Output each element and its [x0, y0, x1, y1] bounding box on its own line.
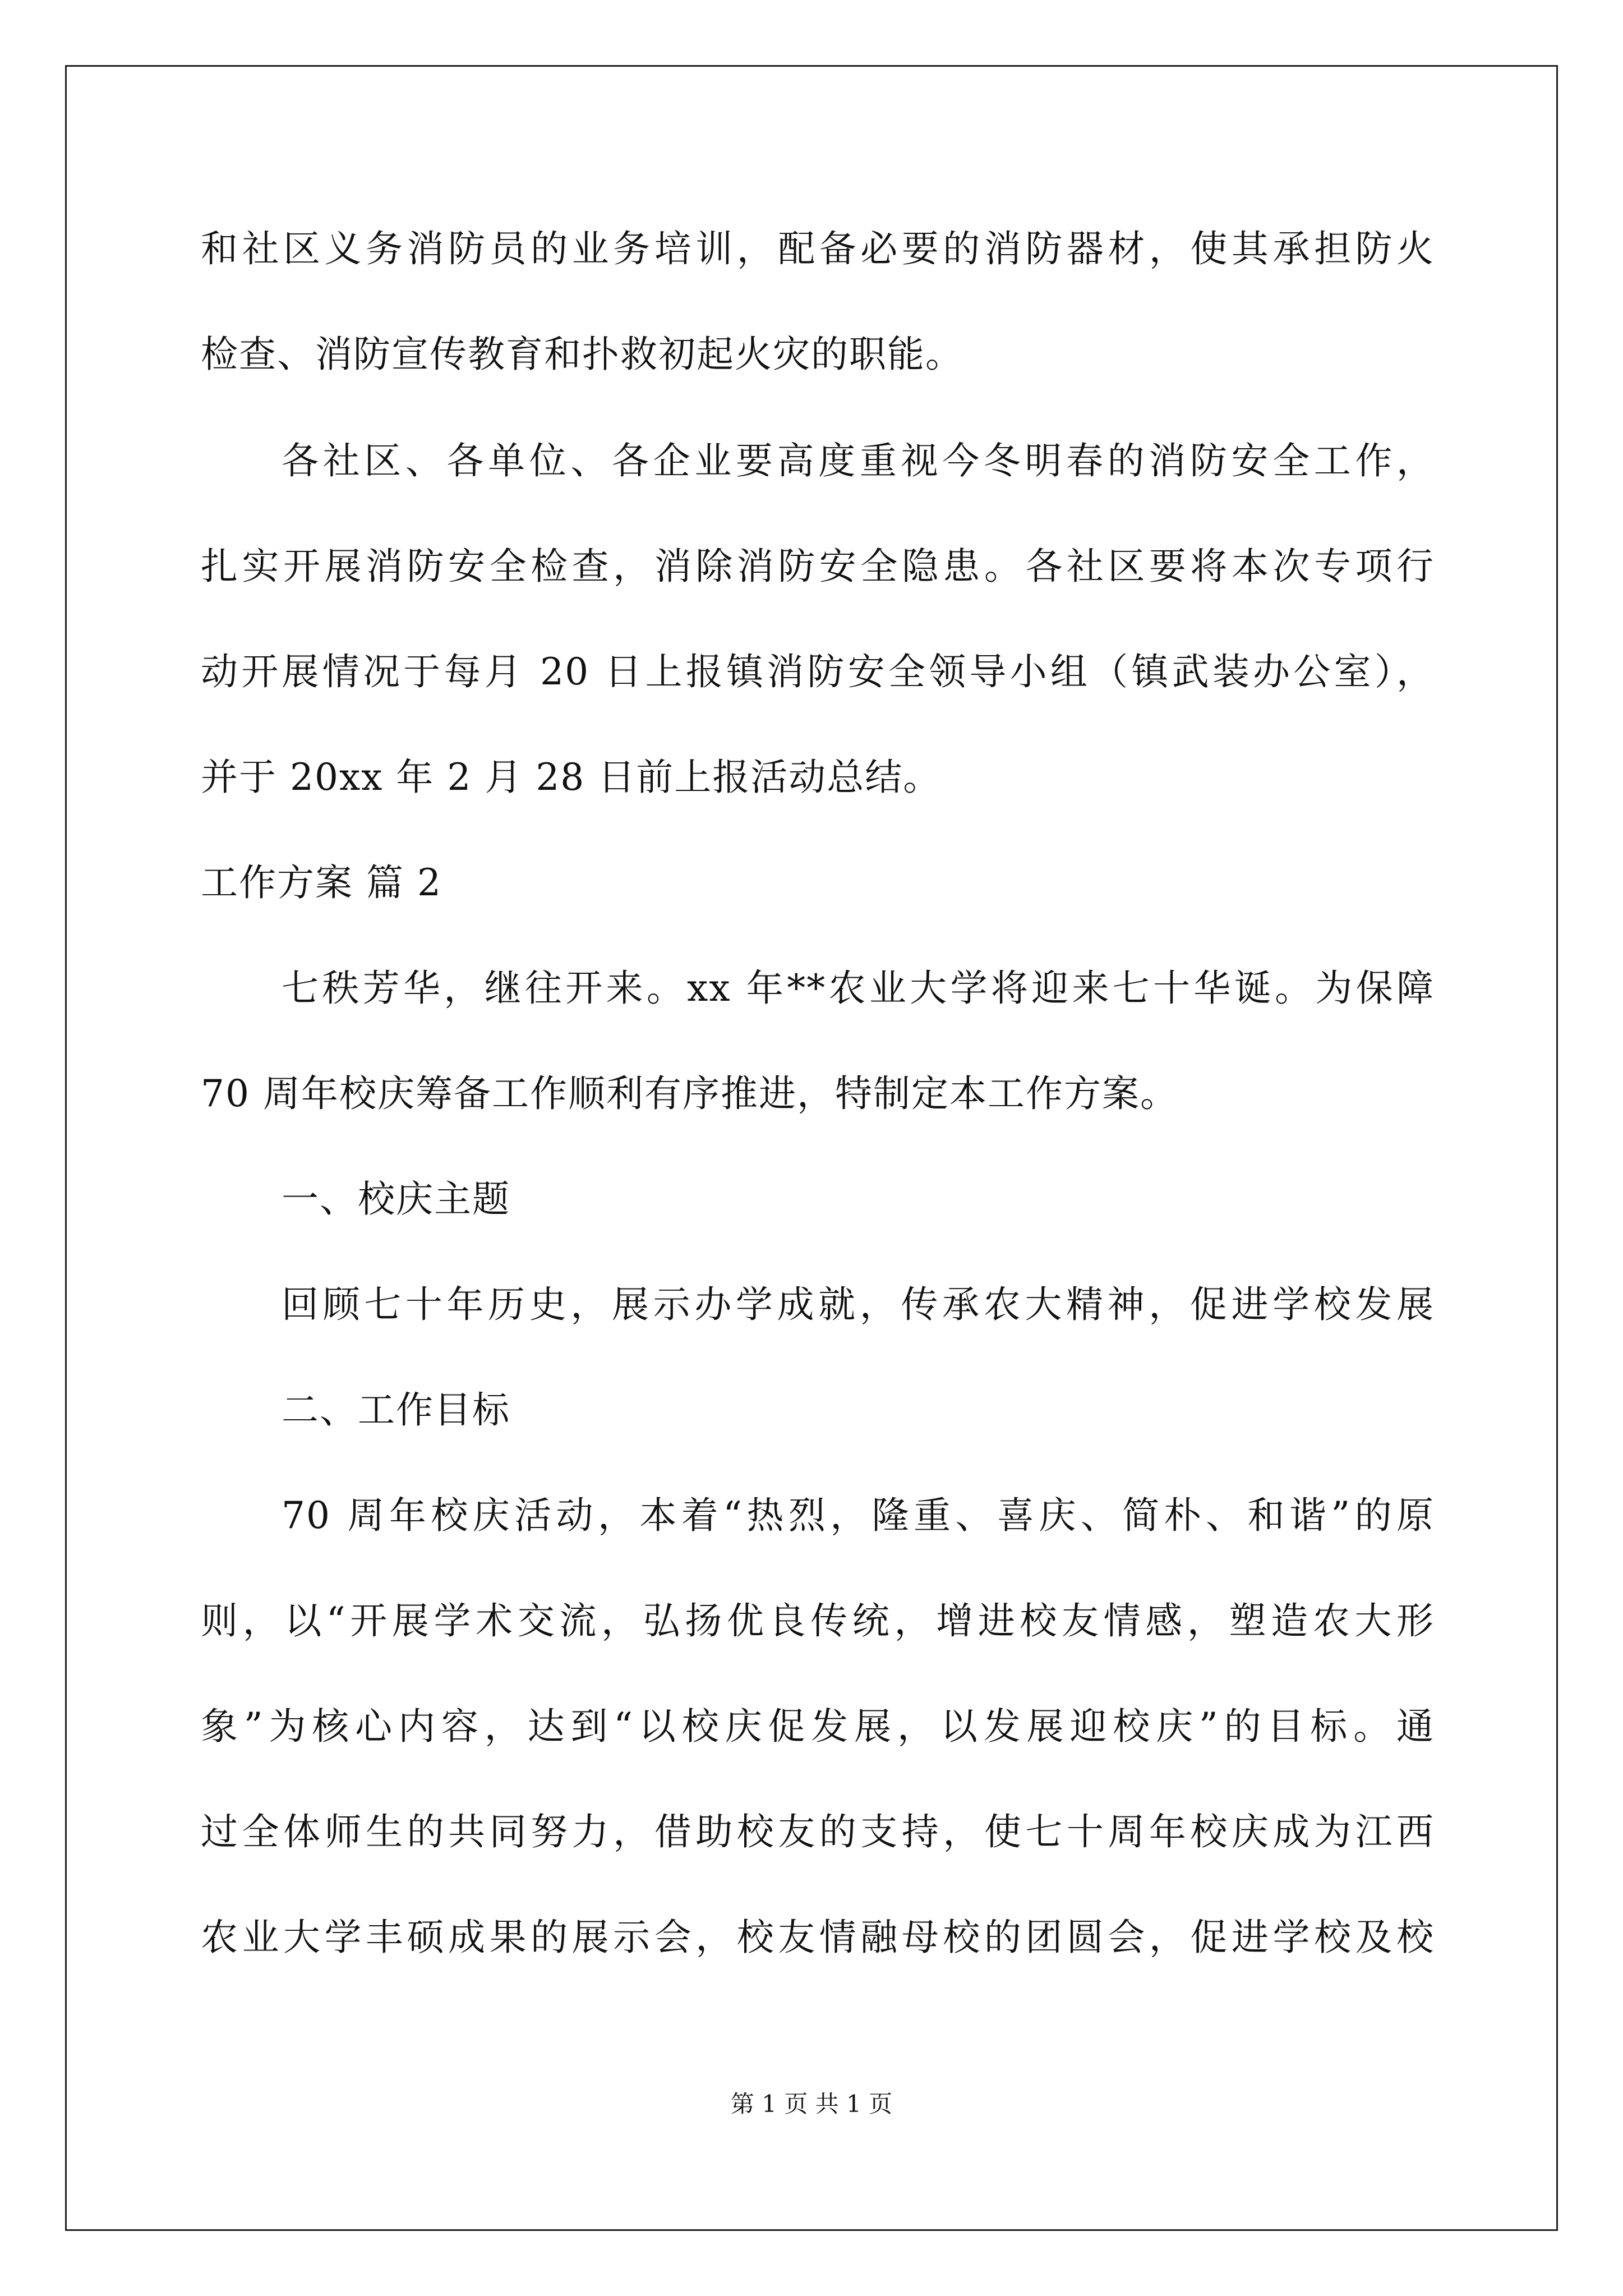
text-line: 象”为核心内容，达到“以校庆促发展，以发展迎校庆”的目标。通	[201, 1705, 1435, 1748]
text-line: 则，以“开展学术交流，弘扬优良传统，增进校友情感，塑造农大形	[201, 1599, 1435, 1642]
page-footer: 第 1 页 共 1 页	[730, 2090, 893, 2118]
text-line: 检查、消防宣传教育和扑救初起火灾的职能。	[201, 333, 963, 376]
text-line: 七秩芳华，继往开来。xx 年**农业大学将迎来七十华诞。为保障	[282, 967, 1435, 1010]
text-line: 过全体师生的共同努力，借助校友的支持，使七十周年校庆成为江西	[201, 1810, 1435, 1853]
text-line: 70 周年校庆活动，本着“热烈，隆重、喜庆、简朴、和谐”的原	[282, 1494, 1435, 1537]
text-line: 农业大学丰硕成果的展示会，校友情融母校的团圆会，促进学校及校	[201, 1916, 1435, 1959]
text-line: 70 周年校庆筹备工作顺利有序推进，特制定本工作方案。	[201, 1072, 1178, 1115]
text-line: 和社区义务消防员的业务培训，配备必要的消防器材，使其承担防火	[201, 227, 1435, 270]
text-line: 回顾七十年历史，展示办学成就，传承农大精神，促进学校发展	[282, 1283, 1435, 1326]
subheading-theme: 一、校庆主题	[282, 1177, 510, 1221]
text-line: 扎实开展消防安全检查，消除消防安全隐患。各社区要将本次专项行	[201, 545, 1435, 588]
page-border	[65, 65, 1558, 2231]
text-line: 动开展情况于每月 20 日上报镇消防安全领导小组（镇武装办公室），	[201, 650, 1435, 693]
text-line: 各社区、各单位、各企业要高度重视今冬明春的消防安全工作，	[282, 439, 1435, 482]
subheading-goals: 二、工作目标	[282, 1388, 510, 1432]
section-heading: 工作方案 篇 2	[201, 861, 442, 904]
text-line: 并于 20xx 年 2 月 28 日前上报活动总结。	[201, 756, 942, 799]
